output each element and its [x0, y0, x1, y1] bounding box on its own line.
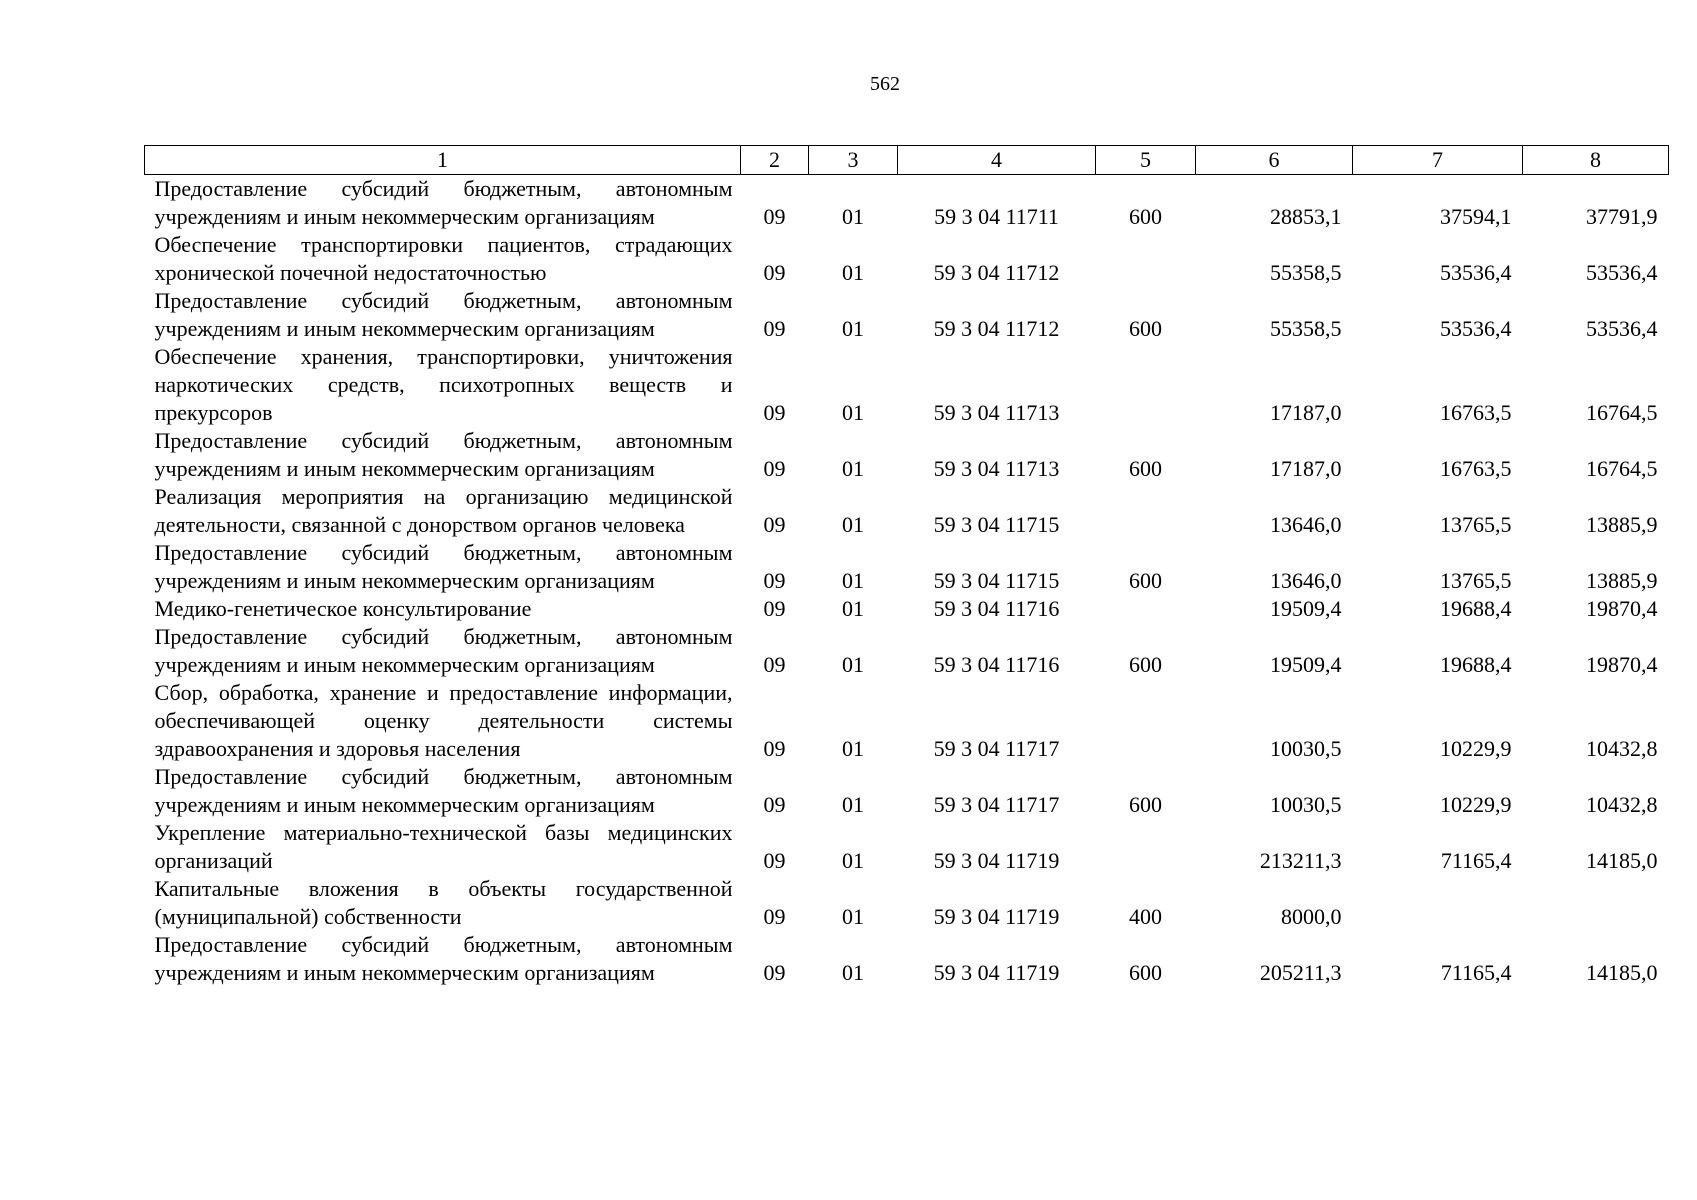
item-name: Предоставление субсидий бюджетным, автономным учреждениям и иным некоммерческим организациям: [154, 288, 733, 341]
amount-year-1: 13646,0: [1270, 512, 1342, 537]
amount-year-1: 17187,0: [1270, 456, 1342, 481]
budget-table: [144, 145, 1669, 987]
amount-year-3: [1523, 875, 1669, 931]
section-code: 09: [763, 736, 786, 761]
amount-year-2: 19688,4: [1440, 596, 1512, 621]
amount-year-1: 55358,5: [1270, 260, 1342, 285]
expense-type-code: 600: [1129, 792, 1162, 817]
column-header: 4: [898, 146, 1096, 175]
amount-year-1: 10030,5: [1270, 736, 1342, 761]
item-name: Предоставление субсидий бюджетным, автономным учреждениям и иным некоммерческим организациям: [154, 932, 733, 985]
table-row: [145, 763, 1669, 819]
amount-year-3: 19870,4: [1586, 652, 1658, 677]
target-article-code: 59 3 04 11717: [933, 736, 1060, 761]
amount-year-2: 37594,1: [1440, 204, 1512, 229]
amount-year-3: 53536,4: [1586, 316, 1658, 341]
expense-type-code: 600: [1129, 960, 1162, 985]
amount-year-1: 28853,1: [1270, 204, 1342, 229]
amount-year-3: 14185,0: [1586, 960, 1658, 985]
amount-year-3: 14185,0: [1586, 848, 1658, 873]
expense-type-code: [1096, 595, 1196, 623]
item-name: Предоставление субсидий бюджетным, автономным учреждениям и иным некоммерческим организациям: [154, 428, 733, 481]
section-code: 09: [763, 316, 786, 341]
target-article-code: 59 3 04 11713: [933, 456, 1060, 481]
amount-year-1: 17187,0: [1270, 400, 1342, 425]
column-header: 6: [1196, 146, 1353, 175]
column-header: 5: [1096, 146, 1196, 175]
item-name: Капитальные вложения в объекты государственной (муниципальной) собственности: [154, 876, 733, 929]
column-header: 2: [741, 146, 809, 175]
target-article-code: 59 3 04 11719: [933, 904, 1060, 929]
table-header: [145, 146, 1669, 175]
amount-year-3: 10432,8: [1586, 792, 1658, 817]
section-code: 09: [763, 260, 786, 285]
expense-type-code: [1096, 231, 1196, 287]
section-code: 09: [763, 596, 786, 621]
table-row: [145, 287, 1669, 343]
item-name: Укрепление материально-технической базы медицинских организаций: [154, 820, 733, 873]
amount-year-2: 53536,4: [1440, 316, 1512, 341]
amount-year-2: 53536,4: [1440, 260, 1512, 285]
table-row: [145, 231, 1669, 287]
expense-type-code: [1096, 819, 1196, 875]
amount-year-3: 19870,4: [1586, 596, 1658, 621]
subsection-code: 01: [842, 260, 864, 285]
amount-year-1: 13646,0: [1270, 568, 1342, 593]
target-article-code: 59 3 04 11713: [933, 400, 1060, 425]
column-header: 1: [145, 146, 741, 175]
section-code: 09: [763, 960, 786, 985]
expense-type-code: 400: [1129, 904, 1162, 929]
subsection-code: 01: [842, 652, 864, 677]
table-row: [145, 427, 1669, 483]
expense-type-code: 600: [1129, 204, 1162, 229]
expense-type-code: [1096, 483, 1196, 539]
subsection-code: 01: [842, 960, 864, 985]
amount-year-1: 10030,5: [1270, 792, 1342, 817]
subsection-code: 01: [842, 596, 864, 621]
section-code: 09: [763, 652, 786, 677]
column-header: 7: [1353, 146, 1523, 175]
header-row: [145, 146, 1669, 175]
item-name: Предоставление субсидий бюджетным, автономным учреждениям и иным некоммерческим организациям: [154, 540, 733, 593]
amount-year-1: 213211,3: [1259, 848, 1342, 873]
table-row: [145, 819, 1669, 875]
section-code: 09: [763, 512, 786, 537]
target-article-code: 59 3 04 11715: [933, 568, 1060, 593]
expense-type-code: 600: [1129, 568, 1162, 593]
table-row: [145, 623, 1669, 679]
amount-year-3: 37791,9: [1586, 204, 1658, 229]
table-row: [145, 679, 1669, 763]
target-article-code: 59 3 04 11712: [933, 260, 1060, 285]
subsection-code: 01: [842, 848, 864, 873]
item-name: Реализация мероприятия на организацию медицинской деятельности, связанной с донорством органов человека: [154, 484, 733, 537]
subsection-code: 01: [842, 316, 864, 341]
table-body: [145, 175, 1669, 988]
target-article-code: 59 3 04 11719: [933, 960, 1060, 985]
target-article-code: 59 3 04 11716: [933, 652, 1060, 677]
section-code: 09: [763, 904, 786, 929]
item-name: Предоставление субсидий бюджетным, автономным учреждениям и иным некоммерческим организациям: [154, 764, 733, 817]
amount-year-3: 13885,9: [1586, 568, 1658, 593]
expense-type-code: [1096, 343, 1196, 427]
table-row: [145, 343, 1669, 427]
amount-year-2: 16763,5: [1440, 400, 1512, 425]
subsection-code: 01: [842, 400, 864, 425]
amount-year-3: 16764,5: [1586, 400, 1658, 425]
table-row: [145, 875, 1669, 931]
table-row: [145, 483, 1669, 539]
amount-year-3: 13885,9: [1586, 512, 1658, 537]
subsection-code: 01: [842, 792, 864, 817]
target-article-code: 59 3 04 11716: [933, 596, 1060, 621]
amount-year-3: 16764,5: [1586, 456, 1658, 481]
section-code: 09: [763, 400, 786, 425]
column-header: 8: [1523, 146, 1669, 175]
table-row: [145, 175, 1669, 232]
page-number: 562: [870, 73, 900, 95]
subsection-code: 01: [842, 904, 864, 929]
amount-year-2: 10229,9: [1440, 792, 1512, 817]
amount-year-1: 8000,0: [1281, 904, 1342, 929]
amount-year-1: 55358,5: [1270, 316, 1342, 341]
amount-year-2: 19688,4: [1440, 652, 1512, 677]
expense-type-code: 600: [1129, 652, 1162, 677]
table-row: [145, 931, 1669, 987]
amount-year-1: 19509,4: [1270, 652, 1342, 677]
subsection-code: 01: [842, 204, 864, 229]
amount-year-2: 10229,9: [1440, 736, 1512, 761]
section-code: 09: [763, 848, 786, 873]
subsection-code: 01: [842, 512, 864, 537]
amount-year-3: 53536,4: [1586, 260, 1658, 285]
subsection-code: 01: [842, 736, 864, 761]
target-article-code: 59 3 04 11719: [933, 848, 1060, 873]
item-name: Предоставление субсидий бюджетным, автономным учреждениям и иным некоммерческим организациям: [154, 176, 733, 229]
item-name: Обеспечение транспортировки пациентов, страдающих хронической почечной недостаточностью: [154, 232, 733, 285]
amount-year-2: 71165,4: [1440, 848, 1512, 873]
amount-year-2: 16763,5: [1440, 456, 1512, 481]
target-article-code: 59 3 04 11715: [933, 512, 1060, 537]
subsection-code: 01: [842, 568, 864, 593]
target-article-code: 59 3 04 11717: [933, 792, 1060, 817]
target-article-code: 59 3 04 11711: [934, 204, 1059, 229]
item-name: Сбор, обработка, хранение и предоставление информации, обеспечивающей оценку деятельности системы здравоохранения и здоровья населения: [154, 680, 733, 761]
expense-type-code: [1096, 679, 1196, 763]
amount-year-1: 19509,4: [1270, 596, 1342, 621]
section-code: 09: [763, 456, 786, 481]
item-name: Медико-генетическое консультирование: [154, 596, 532, 621]
subsection-code: 01: [842, 456, 864, 481]
amount-year-2: 13765,5: [1440, 512, 1512, 537]
target-article-code: 59 3 04 11712: [933, 316, 1060, 341]
amount-year-2: [1353, 875, 1523, 931]
item-name: Предоставление субсидий бюджетным, автономным учреждениям и иным некоммерческим организациям: [154, 624, 733, 677]
amount-year-2: 13765,5: [1440, 568, 1512, 593]
amount-year-1: 205211,3: [1259, 960, 1342, 985]
amount-year-2: 71165,4: [1440, 960, 1512, 985]
column-header: 3: [809, 146, 898, 175]
item-name: Обеспечение хранения, транспортировки, уничтожения наркотических средств, психотропных веществ и прекурсоров: [154, 344, 733, 425]
table-row: [145, 595, 1669, 623]
table-row: [145, 539, 1669, 595]
amount-year-3: 10432,8: [1586, 736, 1658, 761]
section-code: 09: [763, 792, 786, 817]
expense-type-code: 600: [1129, 316, 1162, 341]
section-code: 09: [763, 204, 786, 229]
expense-type-code: 600: [1129, 456, 1162, 481]
section-code: 09: [763, 568, 786, 593]
